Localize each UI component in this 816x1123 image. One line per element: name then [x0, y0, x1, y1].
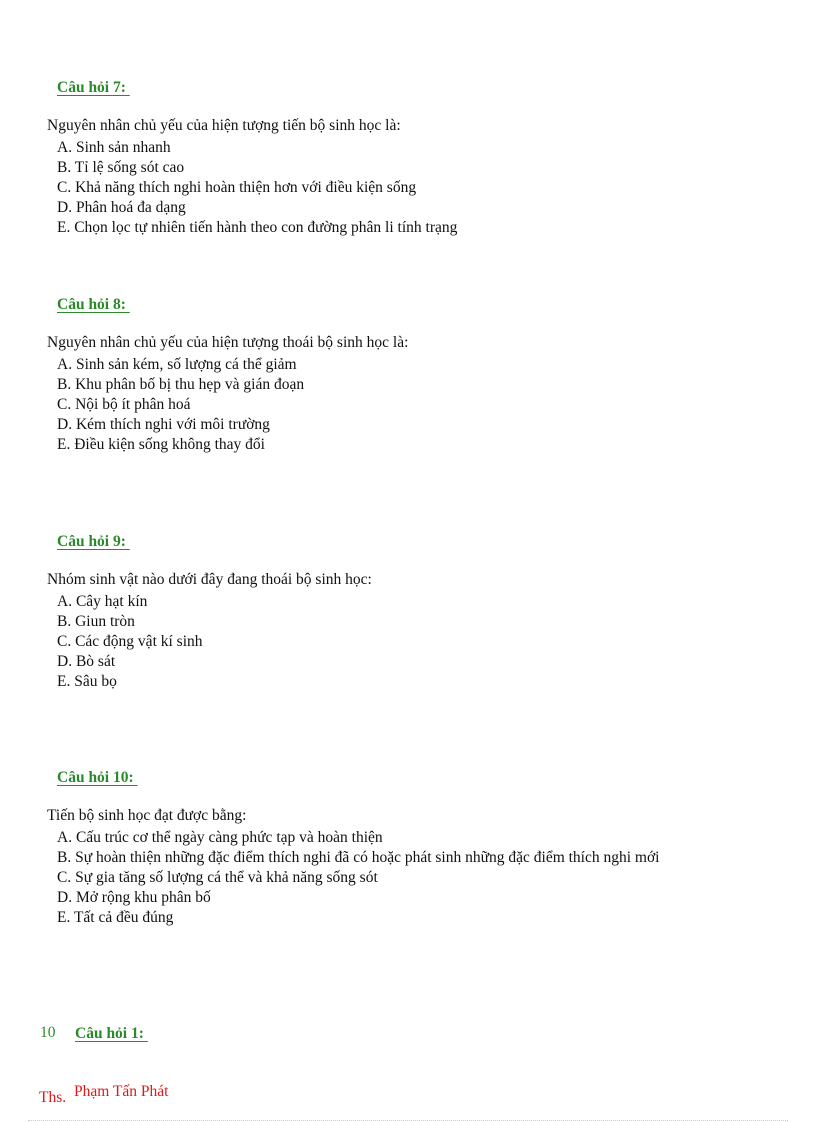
option-d: D. Mở rộng khu phân bố: [57, 889, 211, 906]
option-d: D. Kém thích nghi với môi trường: [57, 416, 270, 433]
question-text: Nguyên nhân chủ yếu của hiện tượng tiến bộ sinh học là:: [47, 117, 401, 134]
question-title: Câu hỏi 10:: [57, 769, 138, 786]
option-e: E. Tất cả đều đúng: [57, 909, 174, 926]
option-a: A. Sinh sản kém, số lượng cá thể giảm: [57, 356, 297, 373]
option-b: B. Giun tròn: [57, 613, 135, 630]
option-e: E. Sâu bọ: [57, 673, 117, 690]
question-text: Tiến bộ sinh học đạt được bằng:: [47, 807, 247, 824]
option-d: D. Bò sát: [57, 653, 116, 670]
page-bottom-divider: [28, 1120, 788, 1121]
page-number: 10: [40, 1024, 56, 1041]
option-c: C. Sự gia tăng số lượng cá thể và khả năng sống sót: [57, 869, 378, 886]
option-c: C. Khả năng thích nghi hoàn thiện hơn với điều kiện sống: [57, 179, 417, 196]
question-title: Câu hỏi 8:: [57, 296, 130, 313]
option-c: C. Nội bộ ít phân hoá: [57, 396, 191, 413]
option-a: A. Sinh sản nhanh: [57, 139, 171, 156]
option-b: B. Sự hoàn thiện những đặc điểm thích nghi đã có hoặc phát sinh những đặc điểm thích nghi mới: [57, 849, 660, 866]
author-name: Phạm Tấn Phát: [74, 1083, 169, 1100]
answer-options: [57, 355, 304, 455]
option-b: B. Tỉ lệ sống sót cao: [57, 159, 185, 176]
option-a: A. Cấu trúc cơ thể ngày càng phức tạp và hoàn thiện: [57, 829, 383, 846]
answer-options: [57, 828, 660, 928]
question-title: Câu hỏi 7:: [57, 79, 130, 96]
option-d: D. Phân hoá đa dạng: [57, 199, 186, 216]
option-e: E. Chọn lọc tự nhiên tiến hành theo con đường phân li tính trạng: [57, 219, 458, 236]
option-e: E. Điều kiện sống không thay đổi: [57, 436, 265, 453]
option-c: C. Các động vật kí sinh: [57, 633, 203, 650]
question-text: Nguyên nhân chủ yếu của hiện tượng thoái bộ sinh học là:: [47, 334, 409, 351]
next-question-title: Câu hỏi 1:: [75, 1025, 148, 1042]
answer-options: [57, 138, 457, 238]
author-prefix: Ths.: [39, 1089, 67, 1106]
question-title: Câu hỏi 9:: [57, 533, 130, 550]
option-a: A. Cây hạt kín: [57, 593, 148, 610]
answer-options: [57, 592, 203, 692]
option-b: B. Khu phân bố bị thu hẹp và gián đoạn: [57, 376, 305, 393]
question-text: Nhóm sinh vật nào dưới đây đang thoái bộ sinh học:: [47, 571, 372, 588]
